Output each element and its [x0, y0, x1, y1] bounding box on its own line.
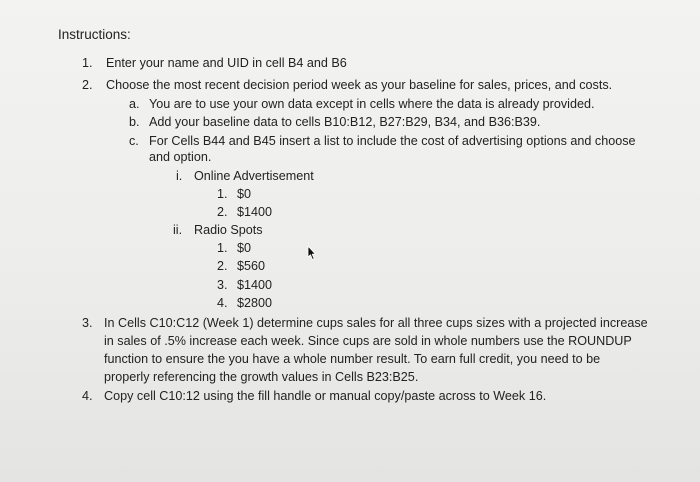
option-marker: 3. [217, 278, 228, 292]
option-marker: 1. [217, 187, 228, 201]
option-group-title: Online Advertisement [194, 169, 314, 183]
option-marker: 2. [217, 259, 228, 273]
roman-marker: i. [176, 169, 183, 183]
option-marker: 2. [217, 205, 228, 219]
subitem-marker: b. [129, 115, 140, 129]
subitem-marker: a. [129, 97, 140, 111]
item-text-continued: properly referencing the growth values in Cells B23:B25. [104, 370, 419, 384]
subitem-text: Add your baseline data to cells B10:B12, B27:B29, B34, and B36:B39. [149, 115, 541, 129]
option-value: $560 [237, 259, 266, 273]
option-group-title: Radio Spots [194, 223, 263, 237]
subitem-text: You are to use your own data except in cells where the data is already provided. [149, 97, 595, 111]
option-marker: 4. [217, 296, 228, 310]
option-value: $0 [237, 241, 252, 255]
roman-marker: ii. [173, 223, 183, 237]
option-value: $1400 [237, 205, 273, 219]
instructions-heading: Instructions: [58, 27, 131, 42]
mouse-pointer-icon [304, 245, 318, 261]
option-marker: 1. [217, 241, 228, 255]
subitem-text-continued: and option. [149, 150, 212, 164]
item-text-continued: in sales of .5% increase each week. Since cups are sold in whole numbers use the ROUNDUP [104, 334, 632, 348]
subitem-text: For Cells B44 and B45 insert a list to include the cost of advertising options and choose [149, 134, 636, 148]
option-value: $2800 [237, 296, 273, 310]
item-marker: 1. [82, 56, 93, 70]
item-text: Choose the most recent decision period week as your baseline for sales, prices, and costs. [106, 78, 613, 92]
item-text: Enter your name and UID in cell B4 and B6 [106, 56, 347, 70]
subitem-marker: c. [129, 134, 139, 148]
item-marker: 4. [82, 389, 93, 403]
option-value: $1400 [237, 278, 273, 292]
item-marker: 2. [82, 78, 93, 92]
item-text-continued: function to ensure the you have a whole number result. To earn full credit, you need to be [104, 352, 601, 366]
item-text: In Cells C10:C12 (Week 1) determine cups sales for all three cups sizes with a projected increase [104, 316, 648, 330]
item-marker: 3. [82, 316, 93, 330]
option-value: $0 [237, 187, 252, 201]
item-text: Copy cell C10:12 using the fill handle or manual copy/paste across to Week 16. [104, 389, 547, 403]
